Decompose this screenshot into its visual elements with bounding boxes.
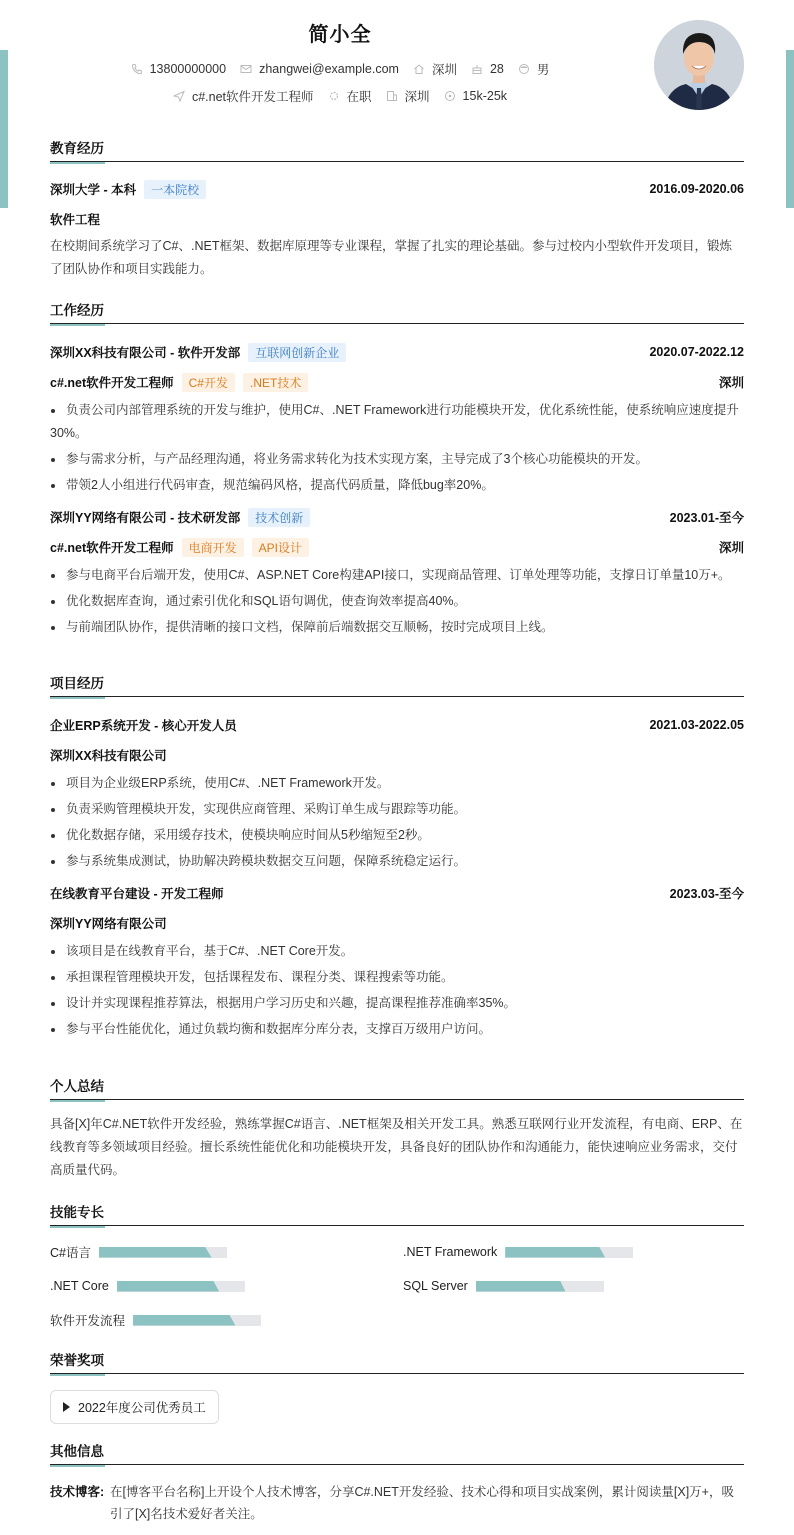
skill-bar-fill [476, 1281, 566, 1292]
skill-bar [117, 1281, 245, 1292]
section-title: 个人总结 [50, 1078, 744, 1100]
list-item: 设计并实现课程推荐算法，根据用户学习历史和兴趣，提高课程推荐准确率35%。 [50, 992, 744, 1015]
work-company-row [50, 342, 744, 362]
skill-bar [505, 1247, 633, 1258]
education-entry [50, 179, 744, 281]
work-company-row [50, 507, 744, 527]
project-bullets [50, 940, 744, 1041]
summary-text: 具备[X]年C#.NET软件开发经验，熟练掌握C#语言、.NET框架及相关开发工具。熟悉互联网行业开发流程，有电商、ERP、在线教育等多领域项目经验。擅长系统性能优化和功能模块开发，具备良好的团队协作和沟通能力，能快速响应业务需求，交付高质量代码。 [50, 1117, 743, 1177]
project-company: 深圳XX科技有限公司 [50, 749, 167, 763]
resume-page [50, 0, 744, 1521]
skills-section [50, 1204, 744, 1330]
skill-item [50, 1276, 403, 1296]
work-role-row [50, 537, 744, 557]
contact-row [50, 60, 630, 78]
list-item: 优化数据存储，采用缓存技术，使模块响应时间从5秒缩短至2秒。 [50, 824, 744, 847]
phone-info [131, 62, 226, 76]
skill-name: .NET Framework [403, 1245, 498, 1259]
city-info [413, 60, 457, 78]
role-name: c#.net软件开发工程师 [50, 376, 174, 390]
other-item-value: 在[博客平台名称]上开设个人技术博客，分享C#.NET开发经验、技术心得和项目实战案例，累计阅读量[X]万+，吸引了[X]名技术爱好者关注。 [110, 1485, 734, 1521]
list-item: 项目为企业级ERP系统，使用C#、.NET Framework开发。 [50, 772, 744, 795]
user-icon [518, 63, 530, 75]
list-item: 与前端团队协作，提供清晰的接口文档，保障前后端数据交互顺畅，按时完成项目上线。 [50, 616, 744, 639]
award-text: 2022年度公司优秀员工 [78, 1401, 206, 1415]
project-period: 2021.03-2022.05 [649, 718, 744, 732]
home-icon [413, 63, 425, 75]
salary-text: 15k-25k [462, 89, 508, 103]
list-item: 承担课程管理模块开发，包括课程发布、课程分类、课程搜索等功能。 [50, 966, 744, 989]
projects-section [50, 675, 744, 1044]
company-tag: 技术创新 [248, 508, 310, 527]
section-title: 荣誉奖项 [50, 1352, 744, 1374]
major-name: 软件工程 [50, 213, 101, 227]
major-row [50, 209, 744, 229]
skill-bar-fill [133, 1315, 235, 1326]
list-item: 优化数据库查询，通过索引优化和SQL语句调优，使查询效率提高40%。 [50, 590, 744, 613]
status-text: 在职 [346, 90, 372, 104]
company-name: 深圳YY网络有限公司 - 技术研发部 [50, 511, 241, 525]
city-text: 深圳 [431, 63, 457, 77]
job-intent-row [50, 87, 630, 105]
other-item [50, 1481, 744, 1525]
list-item: 参与平台性能优化，通过负载均衡和数据库分库分表，支撑百万级用户访问。 [50, 1018, 744, 1041]
education-header-row [50, 179, 744, 199]
intent-city-text: 深圳 [404, 90, 430, 104]
age-info [471, 62, 504, 76]
skill-name: C#语言 [50, 1246, 91, 1260]
list-item: 负责采购管理模块开发，实现供应商管理、采购订单生成与跟踪等功能。 [50, 798, 744, 821]
left-accent-bar [0, 50, 8, 208]
portrait-image [654, 20, 744, 110]
role-tag: .NET技术 [243, 373, 308, 392]
phone-text: 13800000000 [149, 62, 227, 76]
skills-grid [50, 1242, 744, 1330]
list-item: 该项目是在线教育平台，基于C#、.NET Core开发。 [50, 940, 744, 963]
skill-name: SQL Server [403, 1279, 468, 1293]
work-location: 深圳 [718, 541, 744, 555]
education-section [50, 140, 744, 281]
skill-bar-fill [505, 1247, 605, 1258]
education-period: 2016.09-2020.06 [649, 182, 744, 196]
school-name: 深圳大学 - 本科 [50, 183, 137, 197]
school-tag: 一本院校 [144, 180, 206, 199]
skill-bar [133, 1315, 261, 1326]
list-item: 带领2人小组进行代码审查，规范编码风格，提高代码质量，降低bug率20%。 [50, 474, 744, 497]
gender-text: 男 [536, 63, 550, 77]
section-title: 教育经历 [50, 140, 744, 162]
candidate-name: 简小全 [308, 24, 372, 46]
other-item-label: 技术博客: [50, 1485, 105, 1499]
list-item: 参与电商平台后端开发，使用C#、ASP.NET Core构建API接口，实现商品管理、订单处理等功能，支撑日订单量10万+。 [50, 564, 744, 587]
resume-header [50, 0, 744, 128]
work-role-row [50, 372, 744, 392]
project-entry [50, 883, 744, 1041]
role-tag: C#开发 [182, 373, 235, 392]
skill-name: 软件开发流程 [50, 1314, 126, 1328]
work-bullets [50, 564, 744, 639]
project-header-row [50, 883, 744, 903]
company-name: 深圳XX科技有限公司 - 软件开发部 [50, 346, 241, 360]
list-item: 负责公司内部管理系统的开发与维护，使用C#、.NET Framework进行功能模块开发，优化系统性能，使系统响应速度提升30%。 [50, 399, 744, 445]
project-name: 在线教育平台建设 - 开发工程师 [50, 887, 224, 901]
role-name: c#.net软件开发工程师 [50, 541, 174, 555]
work-entry [50, 342, 744, 497]
company-tag: 互联网创新企业 [248, 343, 346, 362]
project-period: 2023.03-至今 [669, 887, 744, 901]
email-info [240, 62, 399, 76]
money-icon [444, 90, 456, 102]
skill-item [50, 1242, 403, 1262]
gender-info [518, 60, 550, 78]
role-tag: API设计 [252, 538, 309, 557]
list-item: 参与需求分析，与产品经理沟通，将业务需求转化为技术实现方案，主导完成了3个核心功能模块的开发。 [50, 448, 744, 471]
summary-section [50, 1078, 744, 1182]
education-description: 在校期间系统学习了C#、.NET框架、数据库原理等专业课程，掌握了扎实的理论基础。参与过校内小型软件开发项目，锻炼了团队协作和项目实践能力。 [50, 239, 732, 276]
skill-name: .NET Core [50, 1279, 109, 1293]
project-company-row [50, 745, 744, 765]
send-icon [173, 90, 185, 102]
phone-icon [131, 63, 143, 75]
section-title: 其他信息 [50, 1443, 744, 1465]
intent-city-info [386, 87, 430, 105]
work-bullets [50, 399, 744, 497]
project-header-row [50, 715, 744, 735]
other-section [50, 1443, 744, 1525]
salary-info [444, 89, 507, 103]
work-section [50, 302, 744, 642]
position-info [173, 87, 314, 105]
list-item: 参与系统集成测试，协助解决跨模块数据交互问题，保障系统稳定运行。 [50, 850, 744, 873]
project-name: 企业ERP系统开发 - 核心开发人员 [50, 719, 237, 733]
section-title: 项目经历 [50, 675, 744, 697]
work-period: 2020.07-2022.12 [649, 345, 744, 359]
awards-section [50, 1352, 744, 1424]
avatar [654, 20, 744, 110]
email-text: zhangwei@example.com [259, 62, 399, 76]
cake-icon [471, 63, 483, 75]
skill-bar [476, 1281, 604, 1292]
status-info [328, 87, 372, 105]
mail-icon [240, 63, 252, 75]
project-entry [50, 715, 744, 873]
work-location: 深圳 [718, 376, 744, 390]
right-accent-bar [786, 50, 794, 208]
section-title: 技能专长 [50, 1204, 744, 1226]
skill-bar [99, 1247, 227, 1258]
skill-item [50, 1310, 403, 1330]
work-entry [50, 507, 744, 639]
status-icon [328, 90, 340, 102]
age-text: 28 [489, 62, 504, 76]
role-tag: 电商开发 [182, 538, 244, 557]
project-bullets [50, 772, 744, 873]
work-period: 2023.01-至今 [669, 511, 744, 525]
project-company: 深圳YY网络有限公司 [50, 917, 167, 931]
award-item[interactable] [50, 1390, 219, 1424]
triangle-right-icon [63, 1402, 70, 1412]
skill-item [403, 1242, 744, 1262]
project-company-row [50, 913, 744, 933]
skill-bar-fill [99, 1247, 212, 1258]
skill-item [403, 1276, 744, 1296]
section-title: 工作经历 [50, 302, 744, 324]
skill-bar-fill [117, 1281, 219, 1292]
building-icon [386, 90, 398, 102]
position-text: c#.net软件开发工程师 [191, 90, 314, 104]
